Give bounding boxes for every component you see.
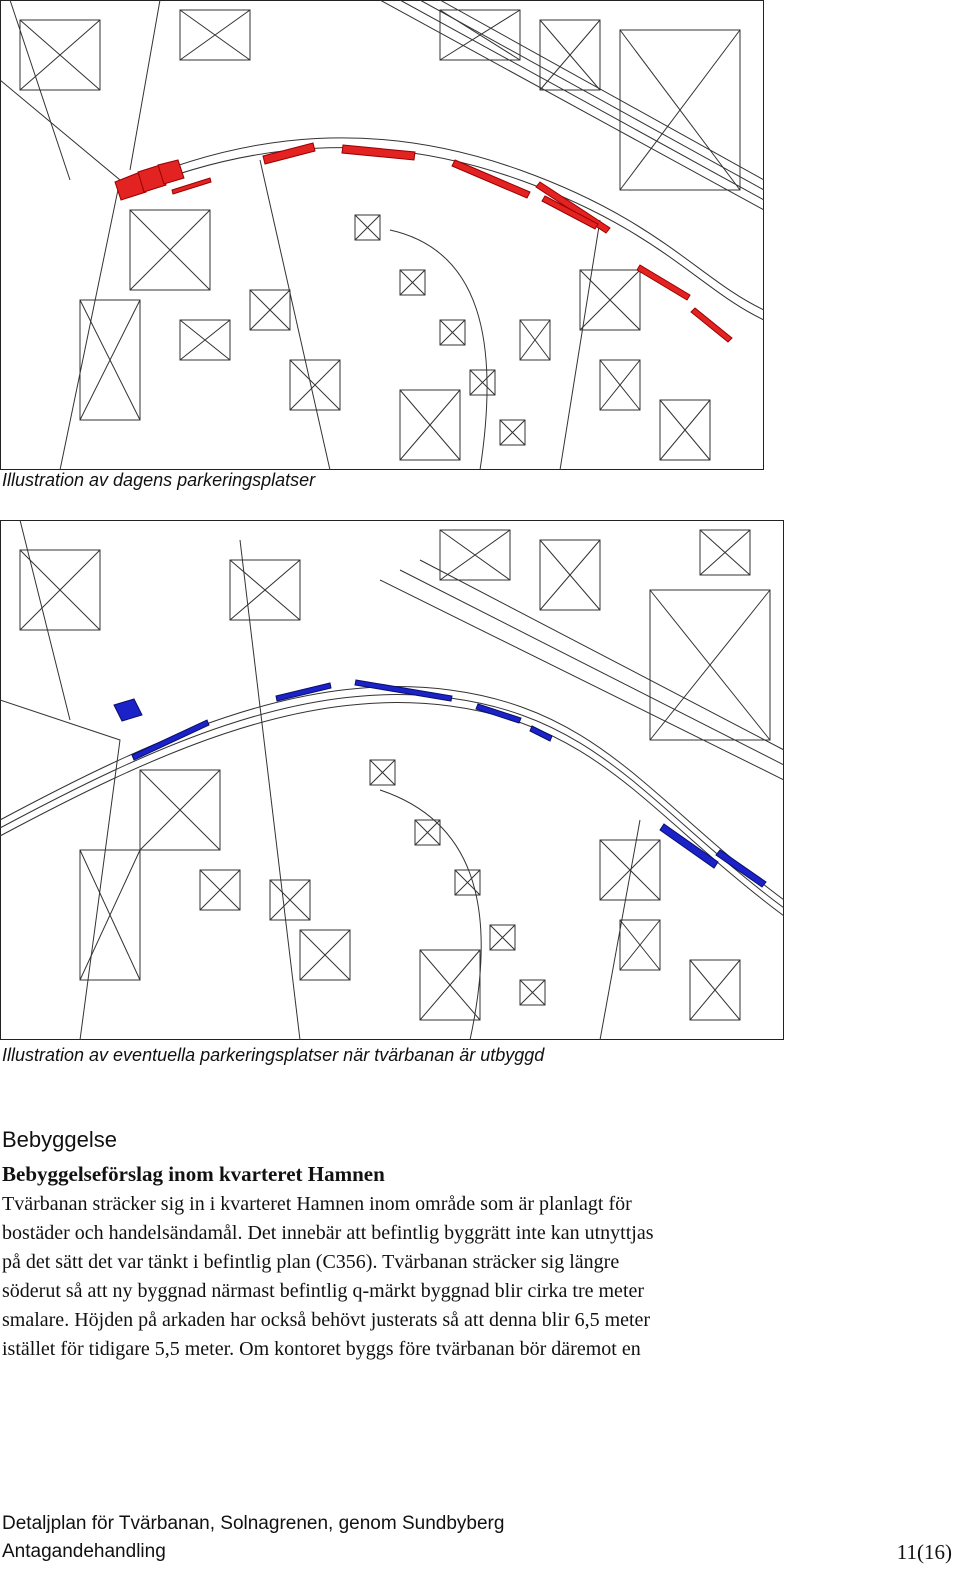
figure-caption-proposed: Illustration av eventuella parkeringsplatser när tvärbanan är utbyggd: [2, 1045, 545, 1065]
footer-document-status: Antagandehandling: [2, 1541, 166, 1562]
figure-caption-existing: Illustration av dagens parkeringsplatser: [2, 470, 316, 490]
body-line: på det sätt det var tänkt i befintlig plan (C356). Tvärbanan sträcker sig längre: [2, 1251, 620, 1273]
map-existing-drawing: [0, 0, 764, 470]
map-existing-parking: [0, 0, 764, 470]
body-paragraph: [2, 1190, 862, 1364]
body-line: söderut så att ny byggnad närmast befintlig q-märkt byggnad blir cirka tre meter: [2, 1280, 645, 1302]
body-line: istället för tidigare 5,5 meter. Om kontoret byggs före tvärbanan bör däremot en: [2, 1338, 641, 1360]
section-subheading: Bebyggelseförslag inom kvarteret Hamnen: [2, 1162, 385, 1186]
page-number: 11(16): [896, 1540, 952, 1564]
body-line: bostäder och handelsändamål. Det innebär att befintlig byggrätt inte kan utnyttjas: [2, 1222, 654, 1244]
map-proposed-parking: [0, 520, 784, 1040]
section-heading: Bebyggelse: [2, 1127, 117, 1152]
body-line: smalare. Höjden på arkaden har också behövt justerats så att denna blir 6,5 meter: [2, 1309, 651, 1331]
body-line: Tvärbanan sträcker sig in i kvarteret Hamnen inom område som är planlagt för: [2, 1193, 632, 1215]
footer-document-title: Detaljplan för Tvärbanan, Solnagrenen, genom Sundbyberg: [2, 1513, 505, 1534]
map-proposed-drawing: [0, 520, 784, 1040]
